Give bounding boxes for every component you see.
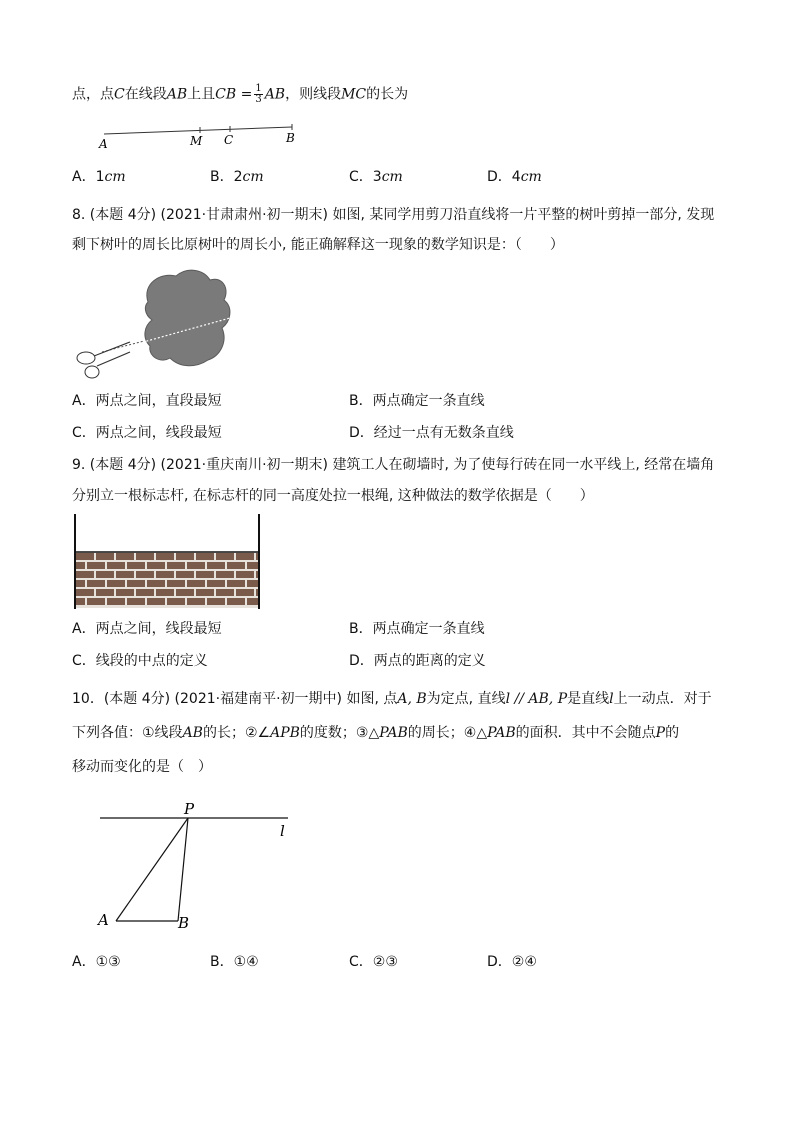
brick	[196, 571, 214, 578]
brick	[216, 571, 234, 578]
q9-brick-wall-figure	[72, 512, 264, 612]
q8-option-c[interactable]: C．两点之间，线段最短	[72, 425, 222, 441]
q7-segment-figure	[96, 120, 306, 152]
brick	[116, 571, 134, 578]
brick	[87, 580, 105, 587]
q7-option-a[interactable]	[72, 167, 126, 187]
q10-var: P	[655, 725, 666, 741]
brick	[116, 589, 134, 596]
brick	[76, 580, 85, 587]
segment-line	[104, 127, 292, 134]
brick	[87, 562, 105, 569]
q7-option-d[interactable]	[487, 167, 542, 187]
q10-triangle-figure	[92, 800, 302, 935]
q10-option-c[interactable]: C．②③	[349, 954, 398, 970]
q10-var: A, B	[397, 691, 427, 707]
brick	[127, 562, 145, 569]
brick	[247, 580, 258, 587]
brick	[196, 589, 214, 596]
q10-text: 上一动点．对于	[613, 691, 712, 707]
brick	[207, 562, 225, 569]
q7-stem-text: 上且	[187, 86, 216, 103]
brick	[76, 571, 94, 578]
brick	[247, 598, 258, 605]
q10-var: AB	[182, 725, 203, 741]
q8-leaf-figure	[72, 262, 242, 382]
unit: cm	[381, 169, 403, 185]
q9-option-b[interactable]: B．两点确定一条直线	[349, 621, 485, 637]
brick	[187, 562, 205, 569]
q8-stem-line1: 8. (本题 4分) (2021·甘肃肃州·初一期末) 如图, 某同学用剪刀沿直线将一片平整的树叶剪掉一部分, 发现	[72, 207, 715, 223]
q10-text: 的度数；③△	[299, 725, 380, 741]
brick	[87, 598, 105, 605]
option-text: B．2	[210, 169, 243, 185]
q7-var-ab: AB	[264, 86, 286, 103]
q10-option-d[interactable]: D．②④	[487, 954, 537, 970]
q10-option-b[interactable]: B．①④	[210, 954, 259, 970]
unit: cm	[520, 169, 542, 185]
brick	[216, 589, 234, 596]
q9-stem-line1: 9. (本题 4分) (2021·重庆南川·初一期末) 建筑工人在砌墙时, 为了使每行砖在同一水平线上, 经常在墙角	[72, 457, 715, 473]
brick	[187, 580, 205, 587]
brick	[247, 562, 258, 569]
q9-stem-line2: 分别立一根标志杆, 在标志杆的同一高度处拉一根绳, 这种做法的数学依据是（ ）	[72, 488, 594, 504]
q7-fraction	[254, 84, 262, 105]
q10-option-a[interactable]: A．①③	[72, 954, 121, 970]
q7-option-b[interactable]	[210, 167, 264, 187]
brick	[207, 598, 225, 605]
option-text: A．1	[72, 169, 105, 185]
q9-option-c[interactable]: C．线段的中点的定义	[72, 653, 208, 669]
q7-option-c[interactable]	[349, 167, 403, 187]
brick	[76, 589, 94, 596]
label-a: A	[99, 137, 108, 151]
q10-stem-line1	[72, 689, 712, 709]
brick	[136, 571, 154, 578]
brick	[156, 571, 174, 578]
brick	[236, 571, 254, 578]
label-b: B	[286, 131, 295, 145]
q10-text: 为定点, 直线	[426, 691, 506, 707]
brick	[96, 589, 114, 596]
brick	[147, 598, 165, 605]
brick	[227, 580, 245, 587]
q7-var-ab: AB	[166, 86, 188, 103]
q7-stem-text: 点，点	[72, 86, 114, 103]
q9-option-a[interactable]: A．两点之间，线段最短	[72, 621, 222, 637]
unit: cm	[104, 169, 126, 185]
brick	[96, 571, 114, 578]
q10-var: l // AB, P	[505, 691, 568, 707]
scissors-icon	[77, 342, 130, 378]
brick	[256, 589, 258, 596]
frac-numerator: 1	[255, 83, 262, 94]
q10-text: 10．(本题 4分) (2021·福建南平·初一期中) 如图, 点	[72, 691, 398, 707]
brick	[156, 589, 174, 596]
label-m: M	[190, 134, 203, 148]
brick	[176, 553, 194, 560]
brick	[227, 562, 245, 569]
label-b: B	[178, 914, 190, 932]
q7-var-c: C	[114, 86, 125, 103]
q8-option-a[interactable]: A．两点之间，直段最短	[72, 393, 222, 409]
label-c: C	[224, 133, 234, 147]
brick	[127, 580, 145, 587]
leaf-shape	[145, 270, 230, 366]
q10-var: APB	[270, 725, 300, 741]
q10-stem-line3: 移动而变化的是（ ）	[72, 759, 212, 775]
q7-stem-text: 的长为	[366, 86, 409, 103]
frac-denominator: 3	[255, 94, 262, 105]
q8-option-b[interactable]: B．两点确定一条直线	[349, 393, 485, 409]
label-p: P	[184, 800, 195, 818]
q10-text: 的周长；④△	[407, 725, 488, 741]
segment-pb	[178, 818, 188, 921]
brick	[136, 589, 154, 596]
segment-pa	[116, 818, 188, 921]
q9-option-d[interactable]: D．两点的距离的定义	[349, 653, 486, 669]
q10-var: PAB	[487, 725, 516, 741]
q10-var: l	[609, 691, 614, 707]
q7-stem-text: ，则线段	[285, 86, 342, 103]
brick	[196, 553, 214, 560]
brick	[176, 589, 194, 596]
brick	[236, 553, 254, 560]
brick	[107, 580, 125, 587]
brick	[96, 553, 114, 560]
brick	[216, 553, 234, 560]
q7-stem-text: 在线段	[124, 86, 167, 103]
brick	[176, 571, 194, 578]
brick	[76, 562, 85, 569]
brick	[167, 598, 185, 605]
brick	[167, 580, 185, 587]
brick	[147, 562, 165, 569]
q10-text: 是直线	[567, 691, 610, 707]
q10-stem-line2	[72, 723, 679, 743]
brick	[107, 598, 125, 605]
q8-option-d[interactable]: D．经过一点有无数条直线	[349, 425, 514, 441]
brick	[207, 580, 225, 587]
brick	[76, 553, 94, 560]
label-l: l	[280, 822, 285, 840]
brick	[256, 571, 258, 578]
q10-text: 的面积．其中不会随点	[515, 725, 656, 741]
brick	[127, 598, 145, 605]
brick	[107, 562, 125, 569]
q10-var: PAB	[379, 725, 408, 741]
option-text: D．4	[487, 169, 521, 185]
brick	[236, 589, 254, 596]
brick	[136, 553, 154, 560]
q7-equation: CB =	[215, 86, 253, 103]
brick	[187, 598, 205, 605]
brick	[116, 553, 134, 560]
brick	[147, 580, 165, 587]
label-a: A	[98, 911, 109, 929]
brick	[167, 562, 185, 569]
option-text: C．3	[349, 169, 382, 185]
q7-stem	[72, 84, 408, 105]
q10-text: 下列各值：①线段	[72, 725, 183, 741]
brick	[227, 598, 245, 605]
brick	[76, 598, 85, 605]
q10-text: 的长；②∠	[202, 725, 271, 741]
brick	[156, 553, 174, 560]
brick	[256, 553, 258, 560]
q7-var-mc: MC	[341, 86, 367, 103]
q10-text: 的	[665, 725, 680, 741]
q8-stem-line2: 剩下树叶的周长比原树叶的周长小, 能正确解释这一现象的数学知识是：（ ）	[72, 237, 564, 253]
unit: cm	[242, 169, 264, 185]
